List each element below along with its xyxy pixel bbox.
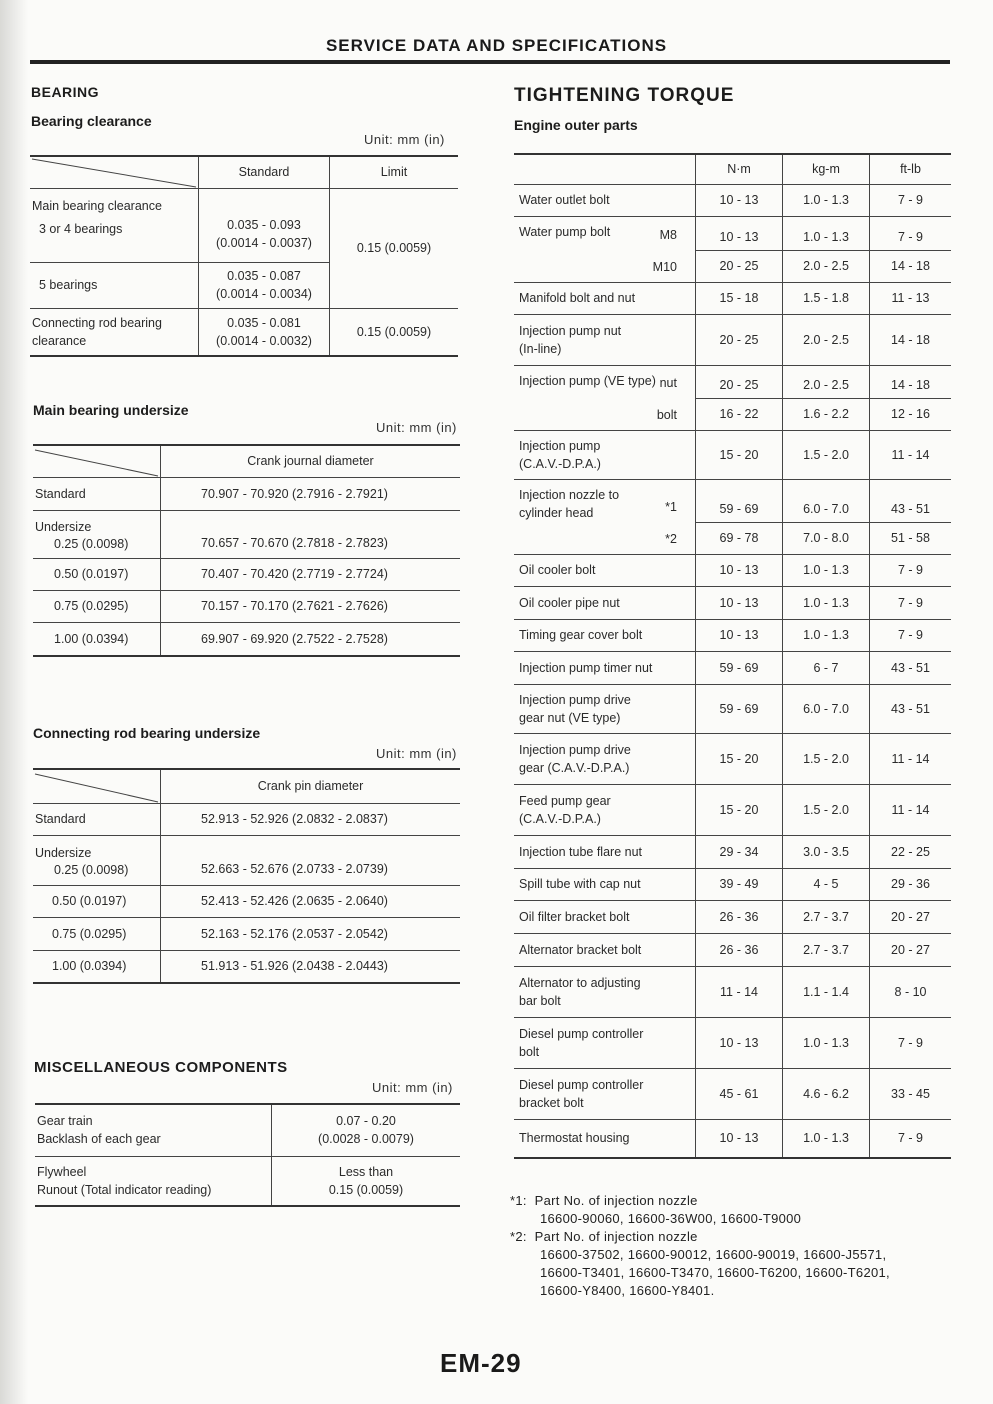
torque-row — [514, 684, 951, 733]
torque-item-label: Injection tube flare nut — [519, 844, 642, 859]
torque-nm-value: 10 - 13 — [696, 619, 783, 651]
torque-row — [514, 966, 951, 1017]
torque-row — [514, 250, 951, 282]
torque-row — [514, 522, 951, 554]
torque-item-sublabel: *2 — [665, 531, 677, 546]
torque-row — [514, 651, 951, 684]
torque-nm-value: 59 - 69 — [696, 479, 783, 522]
torque-ftlb-value: 51 - 58 — [891, 531, 930, 545]
footnote-1-mark: *1: — [510, 1193, 527, 1208]
torque-item-label: Oil cooler pipe nut — [519, 595, 620, 610]
diagonal-line — [30, 157, 198, 189]
torque-subtitle: Engine outer parts — [514, 117, 638, 133]
undersize-size: 1.00 (0.0394) — [33, 622, 161, 656]
torque-nm-value: 15 - 20 — [696, 733, 783, 784]
page-edge-shadow — [0, 0, 28, 1404]
torque-item-sublabel: bolt — [656, 407, 677, 422]
torque-ftlb-value: 14 - 18 — [891, 332, 930, 347]
torque-kgm-value: 2.0 - 2.5 — [783, 314, 870, 365]
col-limit: Limit — [380, 165, 408, 180]
torque-ftlb-value: 11 - 14 — [891, 751, 930, 766]
torque-nm-value: 10 - 13 — [696, 1017, 783, 1068]
torque-item-label: Water pump bolt — [519, 224, 611, 239]
col-nm: N·m — [696, 154, 783, 184]
torque-row — [514, 479, 951, 522]
torque-table — [514, 153, 951, 1159]
runout-label: Runout (Total indicator reading) — [37, 1182, 212, 1197]
torque-kgm-value: 6.0 - 7.0 — [783, 479, 870, 522]
col-ftlb: ft-lb — [900, 162, 921, 177]
torque-ftlb-value: 20 - 27 — [891, 909, 930, 924]
torque-kgm-value: 1.0 - 1.3 — [783, 216, 870, 250]
page-header-title: SERVICE DATA AND SPECIFICATIONS — [325, 36, 668, 55]
torque-nm-value: 20 - 25 — [696, 250, 783, 282]
torque-nm-value: 26 - 36 — [696, 900, 783, 933]
row-5-std-mm: 0.035 - 0.087 — [227, 269, 301, 283]
torque-kgm-value: 6.0 - 7.0 — [783, 684, 870, 733]
torque-ftlb-value: 22 - 25 — [891, 844, 930, 859]
diagonal-header-cell — [33, 769, 161, 803]
torque-item-label: Injection pump nut (In-line) — [519, 323, 622, 356]
torque-nm-value: 10 - 13 — [696, 586, 783, 619]
backlash-value-mm: 0.07 - 0.20 — [336, 1114, 396, 1129]
torque-kgm-value: 1.0 - 1.3 — [783, 619, 870, 651]
col-crank-journal: Crank journal diameter — [247, 454, 374, 469]
torque-kgm-value: 2.0 - 2.5 — [783, 365, 870, 398]
footnote-2-parts-2: 16600-T3401, 16600-T3470, 16600-T6200, 16600-T6201, — [540, 1265, 890, 1280]
undersize-label: Undersize — [35, 520, 92, 534]
diagonal-header-cell — [30, 156, 199, 188]
torque-kgm-value: 4 - 5 — [783, 868, 870, 900]
bearing-clearance-unit: Unit: mm (in) — [364, 132, 445, 147]
torque-item-sublabel: nut — [659, 375, 677, 390]
col-kgm: kg-m — [783, 154, 870, 184]
torque-nm-value: 20 - 25 — [696, 314, 783, 365]
gear-train-label: Gear train — [37, 1114, 93, 1129]
torque-kgm-value: 2.7 - 3.7 — [783, 900, 870, 933]
bearing-clearance-title: Bearing clearance — [31, 113, 152, 129]
torque-ftlb-value: 8 - 10 — [894, 984, 927, 999]
torque-kgm-value: 1.0 - 1.3 — [783, 1017, 870, 1068]
rod-std-mm: 0.035 - 0.081 — [227, 315, 301, 330]
undersize-size: 0.50 (0.0197) — [33, 558, 161, 590]
footnote-2-parts-1: 16600-37502, 16600-90012, 16600-90019, 16600-J5571, — [540, 1247, 887, 1262]
bearing-section-title: BEARING — [31, 84, 100, 100]
torque-ftlb-value: 43 - 51 — [891, 660, 930, 675]
rod-std-in: (0.0014 - 0.0032) — [216, 333, 312, 348]
torque-nm-value: 26 - 36 — [696, 933, 783, 966]
torque-item-label: Injection pump drive gear nut (VE type) — [519, 692, 631, 725]
torque-kgm-value: 6 - 7 — [783, 651, 870, 684]
torque-ftlb-value: 7 - 9 — [870, 216, 952, 250]
misc-unit: Unit: mm (in) — [372, 1080, 453, 1095]
undersize-label: Undersize — [35, 846, 92, 860]
torque-ftlb-value: 7 - 9 — [897, 1131, 923, 1146]
footnote-1-parts: 16600-90060, 16600-36W00, 16600-T9000 — [540, 1211, 802, 1226]
footnote-2-parts-3: 16600-Y8400, 16600-Y8401. — [540, 1283, 715, 1298]
main-undersize-unit: Unit: mm (in) — [376, 420, 457, 435]
torque-row — [514, 282, 951, 314]
torque-item-sublabel: M8 — [659, 227, 677, 242]
torque-ftlb-value: 33 - 45 — [891, 1086, 930, 1101]
footnote-2-mark: *2: — [510, 1229, 527, 1244]
torque-nm-value: 10 - 13 — [696, 554, 783, 586]
undersize-value: 69.907 - 69.920 (2.7522 - 2.7528) — [201, 631, 388, 646]
torque-nm-value: 16 - 22 — [696, 398, 783, 430]
torque-row — [514, 733, 951, 784]
torque-ftlb-value: 14 - 18 — [870, 365, 952, 398]
torque-item-label: Diesel pump controller bracket bolt — [519, 1077, 644, 1110]
torque-item-label: Injection pump (VE type) — [519, 373, 656, 388]
torque-item-label: Alternator to adjusting bar bolt — [519, 975, 641, 1008]
standard-value: 52.913 - 52.926 (2.0832 - 2.0837) — [201, 812, 388, 826]
torque-item-label: Injection pump timer nut — [519, 660, 653, 675]
torque-item-label: Spill tube with cap nut — [519, 877, 641, 891]
main-undersize-title: Main bearing undersize — [33, 402, 189, 418]
torque-kgm-value: 1.6 - 2.2 — [783, 398, 870, 430]
torque-row — [514, 430, 951, 479]
row-3-4-std-mm: 0.035 - 0.093 — [227, 218, 301, 232]
backlash-value-in: (0.0028 - 0.0079) — [318, 1132, 414, 1147]
torque-item-label: Injection pump drive gear (C.A.V.-D.P.A.) — [519, 742, 631, 775]
torque-nm-value: 29 - 34 — [696, 835, 783, 868]
footnotes — [510, 1192, 950, 1300]
main-bearing-clearance-label: Main bearing clearance — [32, 198, 162, 213]
torque-row — [514, 1068, 951, 1119]
torque-ftlb-value: 29 - 36 — [891, 877, 930, 891]
torque-item-label: Oil cooler bolt — [519, 563, 596, 577]
header-rule — [30, 60, 950, 64]
rod-limit: 0.15 (0.0059) — [356, 324, 432, 339]
torque-kgm-value: 1.5 - 1.8 — [783, 282, 870, 314]
torque-item-label: Oil filter bracket bolt — [519, 909, 630, 924]
torque-nm-value: 15 - 18 — [696, 282, 783, 314]
undersize-size: 0.25 (0.0098) — [54, 537, 129, 551]
row-5-std-in: (0.0014 - 0.0034) — [216, 287, 312, 301]
torque-item-label: Feed pump gear (C.A.V.-D.P.A.) — [519, 793, 611, 826]
rod-clearance-label-1: Connecting rod bearing — [32, 315, 162, 330]
torque-row — [514, 619, 951, 651]
torque-ftlb-value: 12 - 16 — [891, 407, 930, 421]
torque-nm-value: 15 - 20 — [696, 784, 783, 835]
torque-kgm-value: 2.0 - 2.5 — [783, 250, 870, 282]
flywheel-label: Flywheel — [37, 1164, 87, 1179]
undersize-size: 1.00 (0.0394) — [33, 950, 161, 983]
torque-kgm-value: 1.0 - 1.3 — [783, 1119, 870, 1158]
footnote-1-title: Part No. of injection nozzle — [534, 1193, 698, 1208]
torque-nm-value: 10 - 13 — [696, 216, 783, 250]
torque-ftlb-value: 7 - 9 — [897, 1035, 923, 1050]
torque-item-label: Injection nozzle to cylinder head — [519, 487, 620, 520]
undersize-value: 70.657 - 70.670 (2.7818 - 2.7823) — [201, 536, 388, 550]
col-crank-pin: Crank pin diameter — [257, 779, 364, 794]
undersize-size: 0.25 (0.0098) — [54, 863, 129, 877]
torque-row — [514, 586, 951, 619]
torque-kgm-value: 2.7 - 3.7 — [783, 933, 870, 966]
torque-row — [514, 314, 951, 365]
torque-row — [514, 554, 951, 586]
torque-title: TIGHTENING TORQUE — [514, 85, 735, 106]
torque-row — [514, 1017, 951, 1068]
torque-kgm-value: 7.0 - 8.0 — [783, 522, 870, 554]
torque-ftlb-value: 11 - 14 — [891, 802, 930, 817]
torque-item-label: Water outlet bolt — [519, 193, 610, 207]
torque-nm-value: 10 - 13 — [696, 184, 783, 216]
bearing-clearance-table — [30, 155, 458, 357]
undersize-size: 0.75 (0.0295) — [33, 590, 161, 622]
torque-ftlb-value: 11 - 13 — [891, 291, 930, 305]
torque-kgm-value: 1.5 - 2.0 — [783, 784, 870, 835]
torque-item-label: Injection pump (C.A.V.-D.P.A.) — [519, 438, 601, 471]
row-5-bearings-label: 5 bearings — [30, 262, 199, 308]
diagonal-header-cell — [33, 445, 161, 477]
torque-nm-value: 69 - 78 — [696, 522, 783, 554]
misc-table — [35, 1103, 460, 1207]
rod-clearance-label-2: clearance — [32, 333, 87, 348]
torque-ftlb-value: 7 - 9 — [897, 563, 923, 577]
torque-nm-value: 39 - 49 — [696, 868, 783, 900]
backlash-label: Backlash of each gear — [37, 1132, 161, 1147]
undersize-value: 70.157 - 70.170 (2.7621 - 2.7626) — [201, 599, 388, 613]
torque-kgm-value: 1.0 - 1.3 — [783, 554, 870, 586]
standard-label: Standard — [33, 803, 161, 835]
torque-nm-value: 10 - 13 — [696, 1119, 783, 1158]
torque-item-label: Manifold bolt and nut — [519, 291, 636, 305]
torque-kgm-value: 1.5 - 2.0 — [783, 733, 870, 784]
runout-value-1: Less than — [338, 1164, 394, 1179]
torque-ftlb-value: 43 - 51 — [870, 479, 952, 522]
torque-kgm-value: 1.1 - 1.4 — [783, 966, 870, 1017]
torque-nm-value: 59 - 69 — [696, 651, 783, 684]
torque-row — [514, 868, 951, 900]
torque-ftlb-value: 14 - 18 — [891, 259, 930, 273]
row-3-4-std-in: (0.0014 - 0.0037) — [216, 236, 312, 250]
torque-item-label: Diesel pump controller bolt — [519, 1026, 644, 1059]
misc-title: MISCELLANEOUS COMPONENTS — [34, 1059, 288, 1076]
main-undersize-table — [33, 444, 460, 657]
diagonal-line — [33, 770, 160, 804]
torque-row — [514, 365, 951, 398]
undersize-value: 51.913 - 51.926 (2.0438 - 2.0443) — [201, 959, 388, 974]
undersize-size: 0.75 (0.0295) — [33, 917, 161, 950]
torque-ftlb-value: 20 - 27 — [891, 942, 930, 957]
main-bearing-limit: 0.15 (0.0059) — [356, 241, 432, 255]
torque-ftlb-value: 7 - 9 — [897, 628, 923, 642]
torque-kgm-value: 3.0 - 3.5 — [783, 835, 870, 868]
undersize-value: 52.413 - 52.426 (2.0635 - 2.0640) — [201, 894, 388, 908]
torque-row — [514, 184, 951, 216]
torque-kgm-value: 4.6 - 6.2 — [783, 1068, 870, 1119]
torque-header-blank — [514, 154, 696, 184]
torque-nm-value: 45 - 61 — [696, 1068, 783, 1119]
torque-ftlb-value: 43 - 51 — [891, 701, 930, 716]
rod-undersize-unit: Unit: mm (in) — [376, 746, 457, 761]
standard-label: Standard — [33, 477, 161, 510]
torque-item-label: Alternator bracket bolt — [519, 942, 642, 957]
row-3-4-bearings-label: 3 or 4 bearings — [39, 221, 123, 236]
footnote-2-title: Part No. of injection nozzle — [534, 1229, 698, 1244]
torque-row — [514, 933, 951, 966]
torque-row — [514, 835, 951, 868]
runout-value-2: 0.15 (0.0059) — [328, 1182, 404, 1197]
torque-nm-value: 11 - 14 — [696, 966, 783, 1017]
torque-kgm-value: 1.5 - 2.0 — [783, 430, 870, 479]
torque-nm-value: 59 - 69 — [696, 684, 783, 733]
torque-row — [514, 398, 951, 430]
standard-value: 70.907 - 70.920 (2.7916 - 2.7921) — [201, 486, 388, 501]
rod-undersize-title: Connecting rod bearing undersize — [33, 725, 261, 741]
torque-item-sublabel: *1 — [665, 499, 677, 514]
undersize-value: 52.663 - 52.676 (2.0733 - 2.0739) — [201, 862, 388, 876]
torque-kgm-value: 1.0 - 1.3 — [783, 184, 870, 216]
torque-item-sublabel: M10 — [652, 259, 677, 274]
torque-row — [514, 784, 951, 835]
torque-item-label: Timing gear cover bolt — [519, 628, 643, 642]
torque-ftlb-value: 11 - 14 — [891, 447, 930, 462]
torque-kgm-value: 1.0 - 1.3 — [783, 586, 870, 619]
torque-nm-value: 15 - 20 — [696, 430, 783, 479]
rod-undersize-table — [33, 768, 460, 984]
undersize-value: 52.163 - 52.176 (2.0537 - 2.0542) — [201, 926, 388, 941]
col-standard: Standard — [199, 156, 330, 188]
torque-ftlb-value: 7 - 9 — [897, 595, 923, 610]
torque-item-label: Thermostat housing — [519, 1131, 630, 1146]
torque-row — [514, 216, 951, 250]
torque-nm-value: 20 - 25 — [696, 365, 783, 398]
torque-row — [514, 900, 951, 933]
diagonal-line — [33, 446, 160, 478]
torque-row — [514, 1119, 951, 1158]
page-number: EM-29 — [440, 1348, 522, 1378]
undersize-size: 0.50 (0.0197) — [33, 885, 161, 917]
undersize-value: 70.407 - 70.420 (2.7719 - 2.7724) — [201, 567, 388, 581]
torque-ftlb-value: 7 - 9 — [897, 193, 923, 207]
